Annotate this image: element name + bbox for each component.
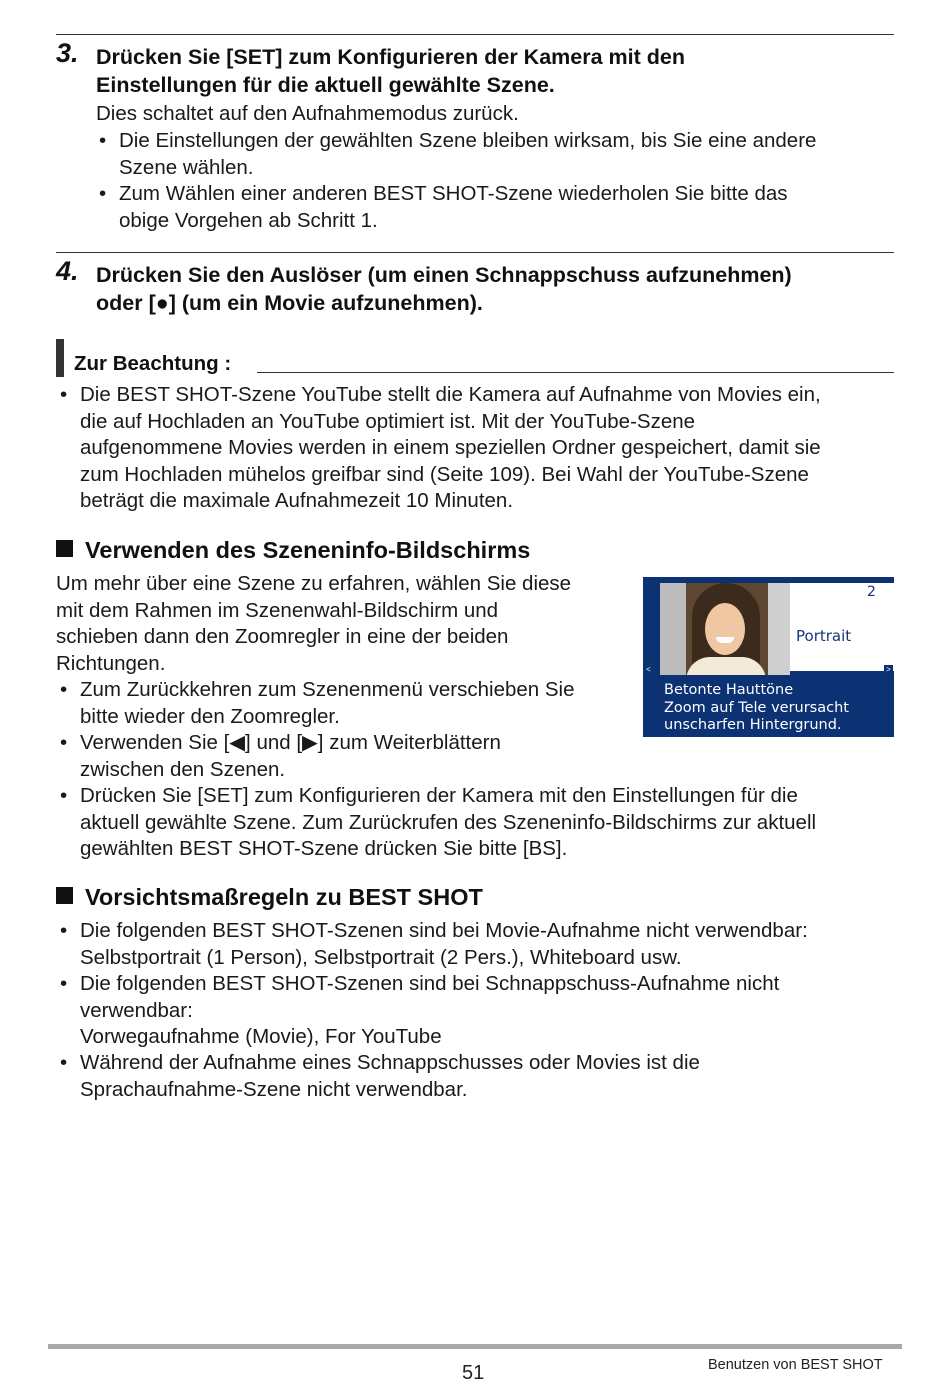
section-1-bullet-1-line-2: bitte wieder den Zoomregler. bbox=[80, 704, 340, 728]
bullet-dot: • bbox=[60, 678, 68, 701]
top-rule bbox=[56, 34, 894, 35]
step-3-bullet-2-line-2: obige Vorgehen ab Schritt 1. bbox=[119, 208, 378, 232]
scene-name: Portrait bbox=[796, 627, 852, 645]
section-1-intro-line-2: mit dem Rahmen im Szenenwahl-Bildschirm und bbox=[56, 598, 499, 622]
bullet-dot: • bbox=[60, 1051, 68, 1074]
section-2-heading-text: Vorsichtsmaßregeln zu BEST SHOT bbox=[85, 884, 483, 910]
section-1-bullet-2-line-1: Verwenden Sie [◀] und [▶] zum Weiterblättern bbox=[80, 731, 501, 754]
photo-shoulder bbox=[686, 657, 766, 675]
section-1-intro-line-4: Richtungen. bbox=[56, 651, 166, 675]
note-line-4: zum Hochladen mühelos greifbar sind (Seite 109). Bei Wahl der YouTube-Szene bbox=[80, 462, 809, 486]
square-bullet-icon bbox=[56, 887, 73, 904]
step-3-body: Dies schaltet auf den Aufnahmemodus zurück. bbox=[96, 102, 519, 125]
section-1-bullet-1 bbox=[60, 677, 575, 730]
section-2-bullet-1-line-2: Selbstportrait (1 Person), Selbstportrait (2 Pers.), Whiteboard usw. bbox=[80, 945, 682, 969]
section-heading-scene-info bbox=[56, 537, 530, 564]
step-3-title bbox=[96, 43, 896, 99]
note-line-1: Die BEST SHOT-Szene YouTube stellt die Kamera auf Aufnahme von Movies ein, bbox=[80, 383, 821, 406]
section-2-bullet-2-line-3: Vorwegaufnahme (Movie), For YouTube bbox=[80, 1025, 442, 1049]
scene-description-line-1: Betonte Hauttöne bbox=[664, 682, 794, 698]
note-rule bbox=[257, 372, 894, 373]
section-2-bullet-1-line-1: Die folgenden BEST SHOT-Szenen sind bei Movie-Aufnahme nicht verwendbar: bbox=[80, 919, 808, 942]
step-3-bullet-2-line-1: Zum Wählen einer anderen BEST SHOT-Szene wiederholen Sie bitte das bbox=[119, 182, 788, 205]
step-3-title-line-2: Einstellungen für die aktuell gewählte Szene. bbox=[96, 73, 555, 97]
section-2-bullet-2 bbox=[60, 971, 780, 1051]
section-2-bullet-1 bbox=[60, 918, 808, 971]
step-4-title-line-1: Drücken Sie den Auslöser (um einen Schnappschuss aufzunehmen) bbox=[96, 263, 792, 287]
note-line-5: beträgt die maximale Aufnahmezeit 10 Minuten. bbox=[80, 489, 514, 513]
section-1-intro-line-3: schieben dann den Zoomregler in eine der beiden bbox=[56, 625, 509, 649]
note-line-2: die auf Hochladen an YouTube optimiert ist. Mit der YouTube-Szene bbox=[80, 409, 696, 433]
arrow-left-icon: < bbox=[644, 665, 653, 675]
section-2-bullet-2-line-2: verwendbar: bbox=[80, 998, 193, 1022]
step-3-bullet-1-line-2: Szene wählen. bbox=[119, 155, 254, 179]
portrait-photo bbox=[660, 583, 790, 675]
section-2-bullet-3-line-1: Während der Aufnahme eines Schnappschusses oder Movies ist die bbox=[80, 1051, 700, 1074]
step-4-rule bbox=[56, 252, 894, 253]
section-1-intro-line-1: Um mehr über eine Szene zu erfahren, wählen Sie diese bbox=[56, 572, 572, 595]
bullet-dot: • bbox=[60, 972, 68, 995]
step-3-title-line-1: Drücken Sie [SET] zum Konfigurieren der Kamera mit den bbox=[96, 45, 685, 69]
step-3-bullet-1-line-1: Die Einstellungen der gewählten Szene bleiben wirksam, bis Sie eine andere bbox=[119, 129, 817, 152]
note-marker-bar bbox=[56, 339, 64, 377]
section-1-bullet-3 bbox=[60, 783, 817, 863]
scene-description-line-2: Zoom auf Tele verursacht bbox=[664, 699, 849, 716]
bullet-dot: • bbox=[99, 182, 107, 205]
bullet-dot: • bbox=[60, 383, 68, 406]
section-1-bullet-1-line-1: Zum Zurückkehren zum Szenenmenü verschieben Sie bbox=[80, 678, 575, 701]
square-bullet-icon bbox=[56, 540, 73, 557]
step-4-title-line-2: oder [●] (um ein Movie aufzunehmen). bbox=[96, 291, 483, 315]
section-1-bullet-2 bbox=[60, 730, 501, 783]
section-2-bullet-3-line-2: Sprachaufnahme-Szene nicht verwendbar. bbox=[80, 1077, 468, 1101]
section-1-bullet-3-line-2: aktuell gewählte Szene. Zum Zurückrufen des Szeneninfo-Bildschirms zur aktuell bbox=[80, 810, 817, 834]
bullet-dot: • bbox=[99, 129, 107, 152]
footer-section-title: Benutzen von BEST SHOT bbox=[708, 1357, 883, 1373]
section-heading-precautions bbox=[56, 884, 483, 911]
bullet-dot: • bbox=[60, 784, 68, 807]
step-4-number: 4. bbox=[56, 256, 79, 286]
bullet-dot: • bbox=[60, 731, 68, 754]
section-2-bullet-2-line-1: Die folgenden BEST SHOT-Szenen sind bei Schnappschuss-Aufnahme nicht bbox=[80, 972, 780, 995]
section-2-bullet-3 bbox=[60, 1050, 700, 1103]
photo-face bbox=[705, 603, 745, 655]
section-1-bullet-2-line-2: zwischen den Szenen. bbox=[80, 757, 286, 781]
photo-background-left bbox=[660, 583, 686, 675]
section-1-bullet-3-line-1: Drücken Sie [SET] zum Konfigurieren der Kamera mit den Einstellungen für die bbox=[80, 784, 798, 807]
note-label: Zur Beachtung : bbox=[74, 352, 232, 375]
note-text bbox=[60, 382, 821, 515]
note-line-3: aufgenommene Movies werden in einem speziellen Ordner gespeichert, damit sie bbox=[80, 436, 821, 460]
section-1-bullet-3-line-3: gewählten BEST SHOT-Szene drücken Sie bitte [BS]. bbox=[80, 837, 568, 861]
step-4-title bbox=[96, 261, 896, 317]
photo-background-right bbox=[768, 583, 790, 675]
section-1-intro bbox=[56, 571, 571, 677]
section-1-heading-text: Verwenden des Szeneninfo-Bildschirms bbox=[85, 537, 531, 563]
scene-description bbox=[664, 682, 849, 735]
scene-description-line-3: unscharfen Hintergrund. bbox=[664, 717, 842, 733]
bullet-dot: • bbox=[60, 919, 68, 942]
arrow-right-icon: > bbox=[884, 665, 893, 675]
step-3-bullet-2 bbox=[99, 181, 788, 234]
step-3-number: 3. bbox=[56, 38, 79, 68]
step-3-bullet-1 bbox=[99, 128, 817, 181]
page-number: 51 bbox=[462, 1362, 485, 1384]
scene-number: 2 bbox=[867, 584, 876, 600]
footer-rule bbox=[48, 1344, 902, 1349]
scene-info-screen-image bbox=[643, 577, 894, 737]
